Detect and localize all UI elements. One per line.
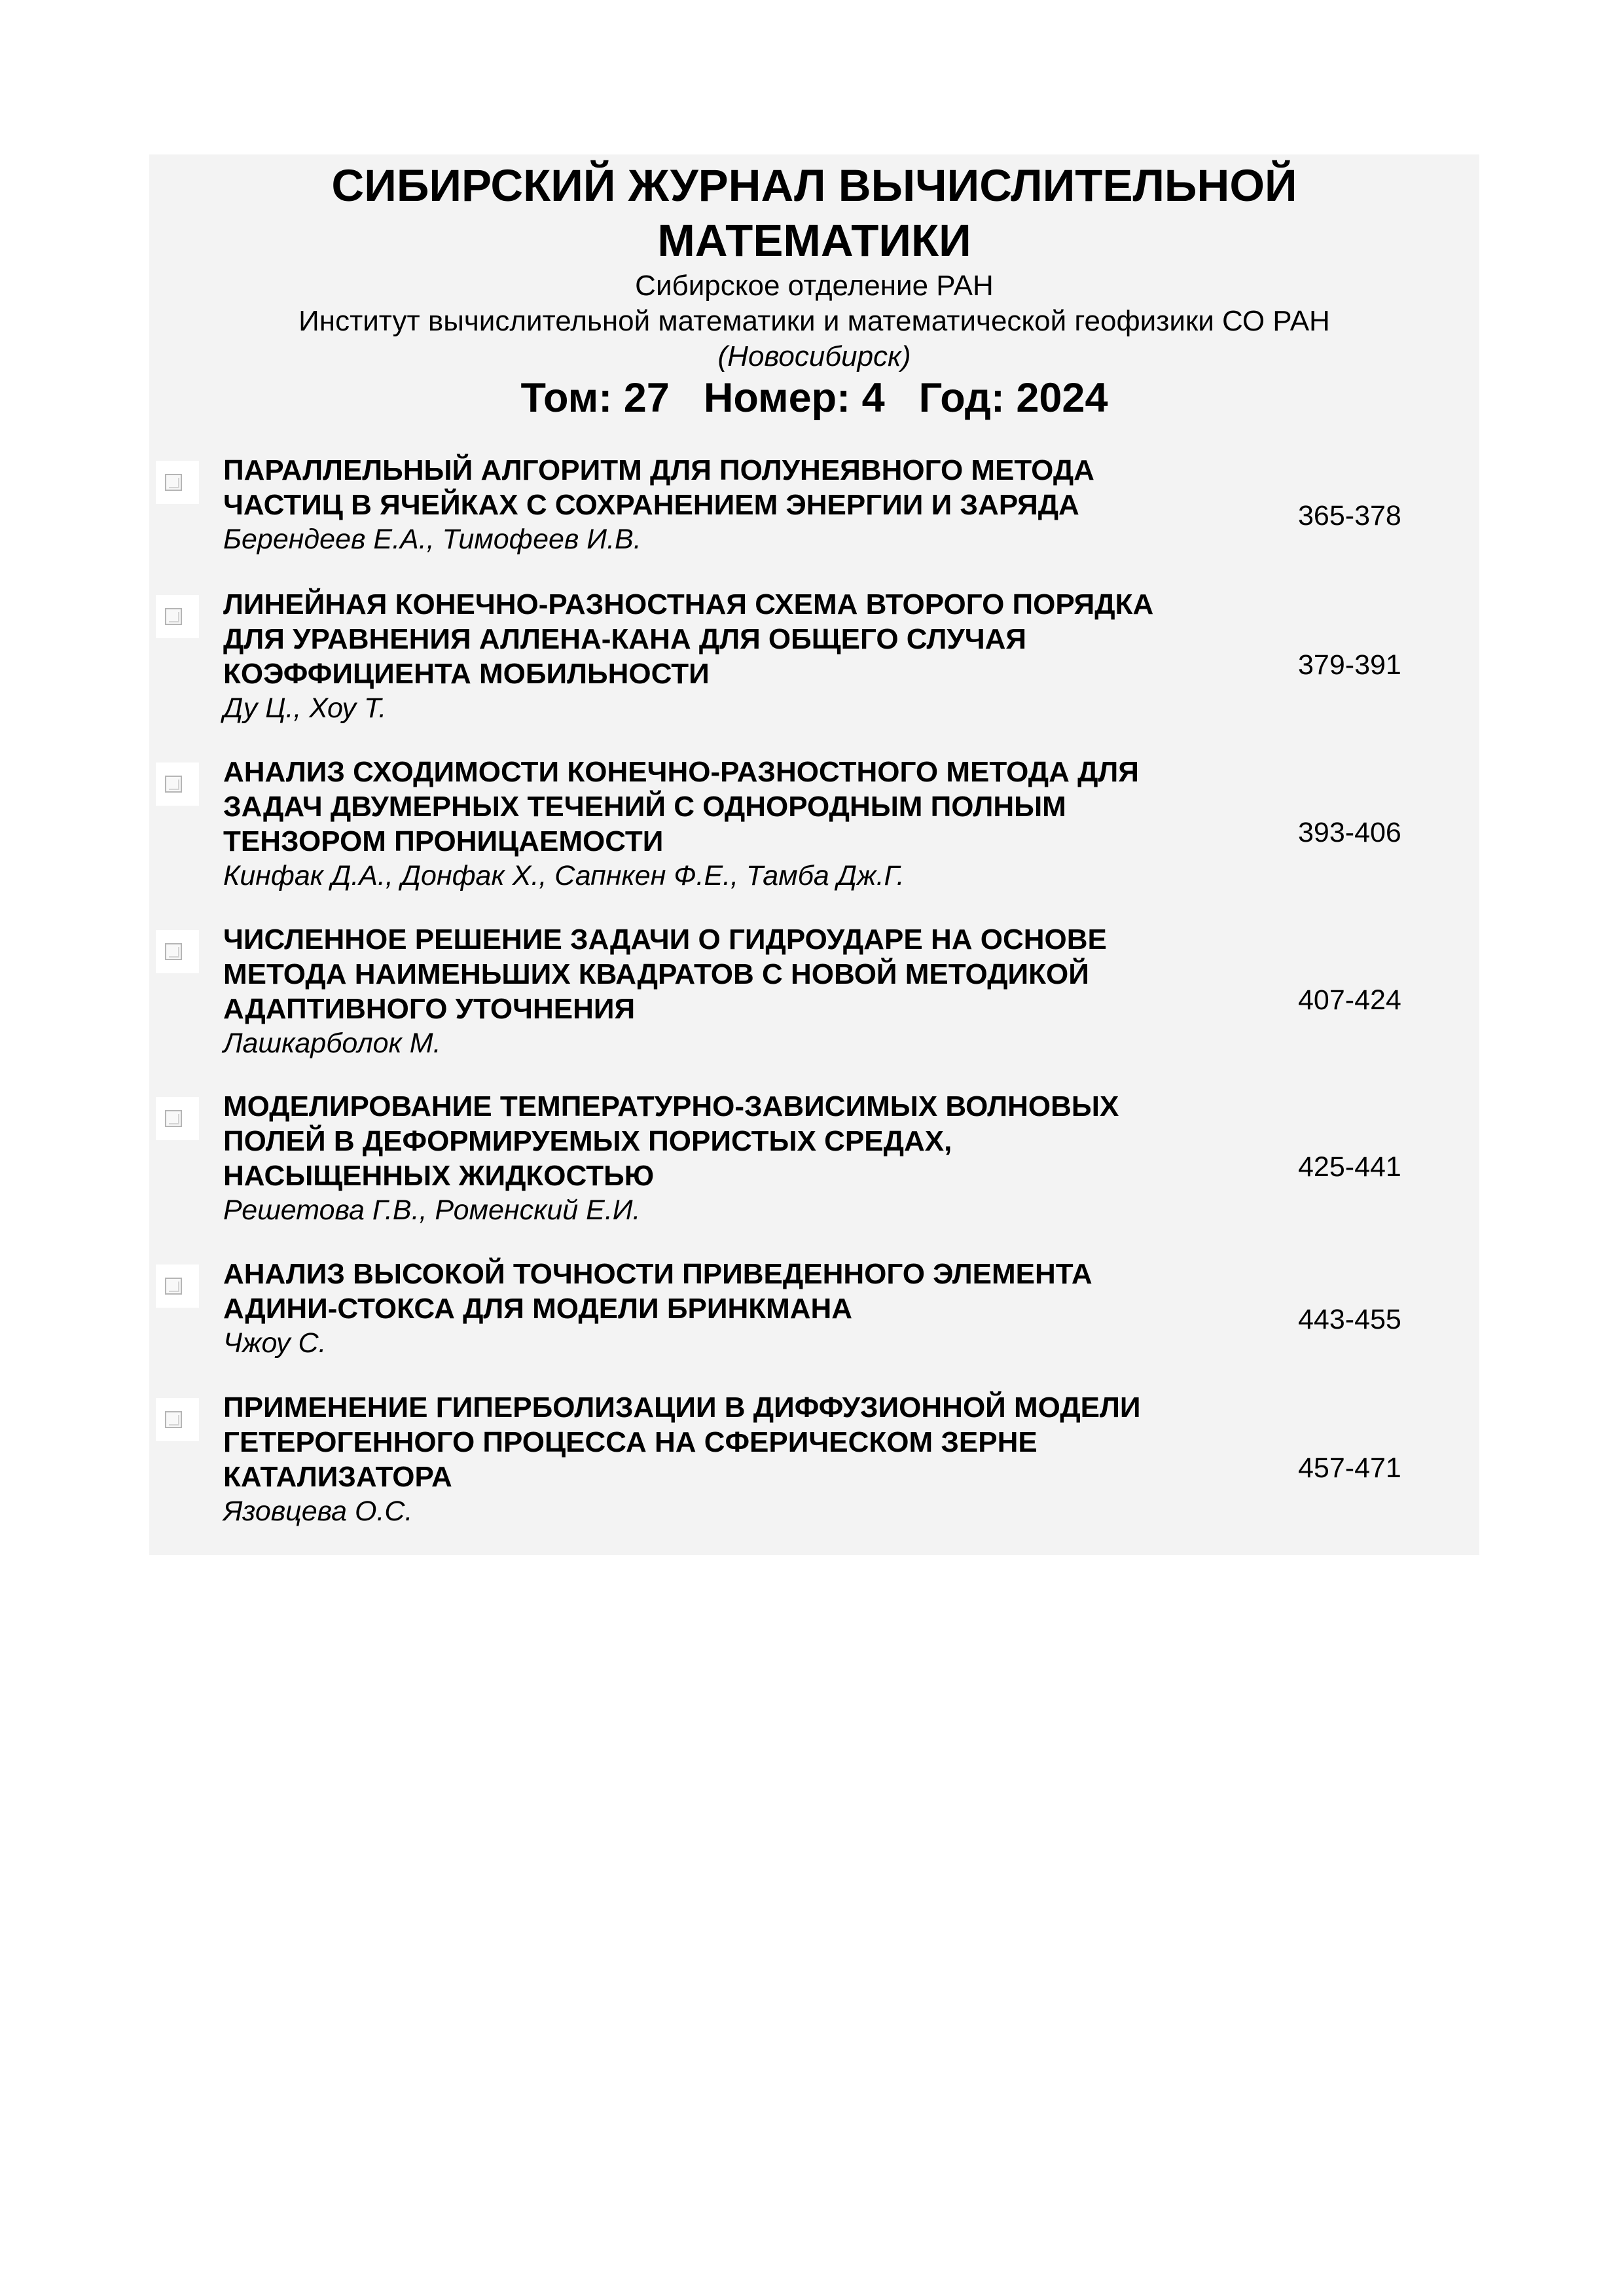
article-pages: 457-471 xyxy=(1298,1452,1401,1484)
issue-info xyxy=(149,373,1479,423)
journal-header xyxy=(149,154,1479,374)
checkbox-icon xyxy=(165,608,182,625)
institute-name: Институт вычислительной математики и математической геофизики СО РАН xyxy=(298,305,1330,337)
article-select-checkbox[interactable] xyxy=(156,1398,199,1441)
publisher-name: Сибирское отделение РАН xyxy=(635,270,994,302)
article-title[interactable] xyxy=(223,453,1336,557)
article-authors: Язовцева О.С. xyxy=(223,1496,413,1527)
checkbox-icon xyxy=(165,474,182,491)
article-authors: Решетова Г.В., Роменский Е.И. xyxy=(223,1194,641,1226)
journal-title xyxy=(149,154,1479,268)
article-pages: 407-424 xyxy=(1298,984,1401,1016)
article-select-checkbox[interactable] xyxy=(156,930,199,973)
article-title-line: ПОЛЕЙ В ДЕФОРМИРУЕМЫХ ПОРИСТЫХ СРЕДАХ, xyxy=(223,1125,952,1157)
issue-year: Год: 2024 xyxy=(918,375,1108,421)
article-title-line: АНАЛИЗ СХОДИМОСТИ КОНЕЧНО-РАЗНОСТНОГО МЕТОДА ДЛЯ xyxy=(223,756,1139,788)
article-authors: Кинфак Д.А., Донфак Х., Сапнкен Ф.Е., Тамба Дж.Г. xyxy=(223,860,905,891)
article-title-line: ЧАСТИЦ В ЯЧЕЙКАХ С СОХРАНЕНИЕМ ЭНЕРГИИ И ЗАРЯДА xyxy=(223,489,1079,521)
article-select-checkbox[interactable] xyxy=(156,762,199,806)
article-title[interactable] xyxy=(223,755,1336,893)
article-authors: Чжоу С. xyxy=(223,1327,327,1359)
article-title-line: МОДЕЛИРОВАНИЕ ТЕМПЕРАТУРНО-ЗАВИСИМЫХ ВОЛНОВЫХ xyxy=(223,1090,1119,1122)
journal-title-line-2: МАТЕМАТИКИ xyxy=(657,215,971,266)
article-title-line: ПАРАЛЛЕЛЬНЫЙ АЛГОРИТМ ДЛЯ ПОЛУНЕЯВНОГО МЕТОДА xyxy=(223,454,1094,486)
article-title[interactable] xyxy=(223,1257,1336,1361)
article-title-line: ТЕНЗОРОМ ПРОНИЦАЕМОСТИ xyxy=(223,825,664,857)
article-title-line: АНАЛИЗ ВЫСОКОЙ ТОЧНОСТИ ПРИВЕДЕННОГО ЭЛЕМЕНТА xyxy=(223,1258,1092,1290)
article-title[interactable] xyxy=(223,587,1336,726)
article-select-checkbox[interactable] xyxy=(156,595,199,638)
article-pages: 425-441 xyxy=(1298,1151,1401,1183)
article-title-line: КАТАЛИЗАТОРА xyxy=(223,1461,452,1493)
article-title-line: ЛИНЕЙНАЯ КОНЕЧНО-РАЗНОСТНАЯ СХЕМА ВТОРОГО ПОРЯДКА xyxy=(223,588,1154,620)
article-authors: Берендеев Е.А., Тимофеев И.В. xyxy=(223,524,641,555)
article-title[interactable] xyxy=(223,922,1336,1061)
checkbox-icon xyxy=(165,1278,182,1295)
article-select-checkbox[interactable] xyxy=(156,461,199,504)
checkbox-icon xyxy=(165,1110,182,1127)
article-pages: 379-391 xyxy=(1298,649,1401,681)
journal-title-line-1: СИБИРСКИЙ ЖУРНАЛ ВЫЧИСЛИТЕЛЬНОЙ xyxy=(331,160,1297,211)
article-title-line: ГЕТЕРОГЕННОГО ПРОЦЕССА НА СФЕРИЧЕСКОМ ЗЕРНЕ xyxy=(223,1426,1038,1458)
checkbox-icon xyxy=(165,1411,182,1428)
article-title-line: МЕТОДА НАИМЕНЬШИХ КВАДРАТОВ С НОВОЙ МЕТОДИКОЙ xyxy=(223,958,1089,990)
article-authors: Лашкарболок М. xyxy=(223,1028,441,1059)
article-title-line: АДИНИ-СТОКСА ДЛЯ МОДЕЛИ БРИНКМАНА xyxy=(223,1293,853,1325)
article-title-line: КОЭФФИЦИЕНТА МОБИЛЬНОСТИ xyxy=(223,658,710,690)
article-select-checkbox[interactable] xyxy=(156,1265,199,1308)
article-pages: 443-455 xyxy=(1298,1304,1401,1335)
article-authors: Ду Ц., Хоу Т. xyxy=(223,692,387,724)
article-pages: 365-378 xyxy=(1298,500,1401,531)
issue-volume: Том: 27 xyxy=(520,375,670,421)
article-title-line: АДАПТИВНОГО УТОЧНЕНИЯ xyxy=(223,993,636,1025)
article-title-line: ДЛЯ УРАВНЕНИЯ АЛЛЕНА-КАНА ДЛЯ ОБЩЕГО СЛУЧАЯ xyxy=(223,623,1027,655)
checkbox-icon xyxy=(165,943,182,960)
article-title[interactable] xyxy=(223,1089,1336,1228)
article-select-checkbox[interactable] xyxy=(156,1097,199,1140)
publisher-city: (Новосибирск) xyxy=(717,340,911,372)
article-title-line: ПРИМЕНЕНИЕ ГИПЕРБОЛИЗАЦИИ В ДИФФУЗИОННОЙ МОДЕЛИ xyxy=(223,1391,1141,1424)
article-title[interactable] xyxy=(223,1390,1336,1529)
article-pages: 393-406 xyxy=(1298,817,1401,848)
article-title-line: НАСЫЩЕННЫХ ЖИДКОСТЬЮ xyxy=(223,1160,655,1192)
article-title-line: ЧИСЛЕННОЕ РЕШЕНИЕ ЗАДАЧИ О ГИДРОУДАРЕ НА ОСНОВЕ xyxy=(223,924,1107,956)
checkbox-icon xyxy=(165,776,182,793)
article-title-line: ЗАДАЧ ДВУМЕРНЫХ ТЕЧЕНИЙ С ОДНОРОДНЫМ ПОЛНЫМ xyxy=(223,791,1066,823)
issue-number: Номер: 4 xyxy=(703,375,885,421)
